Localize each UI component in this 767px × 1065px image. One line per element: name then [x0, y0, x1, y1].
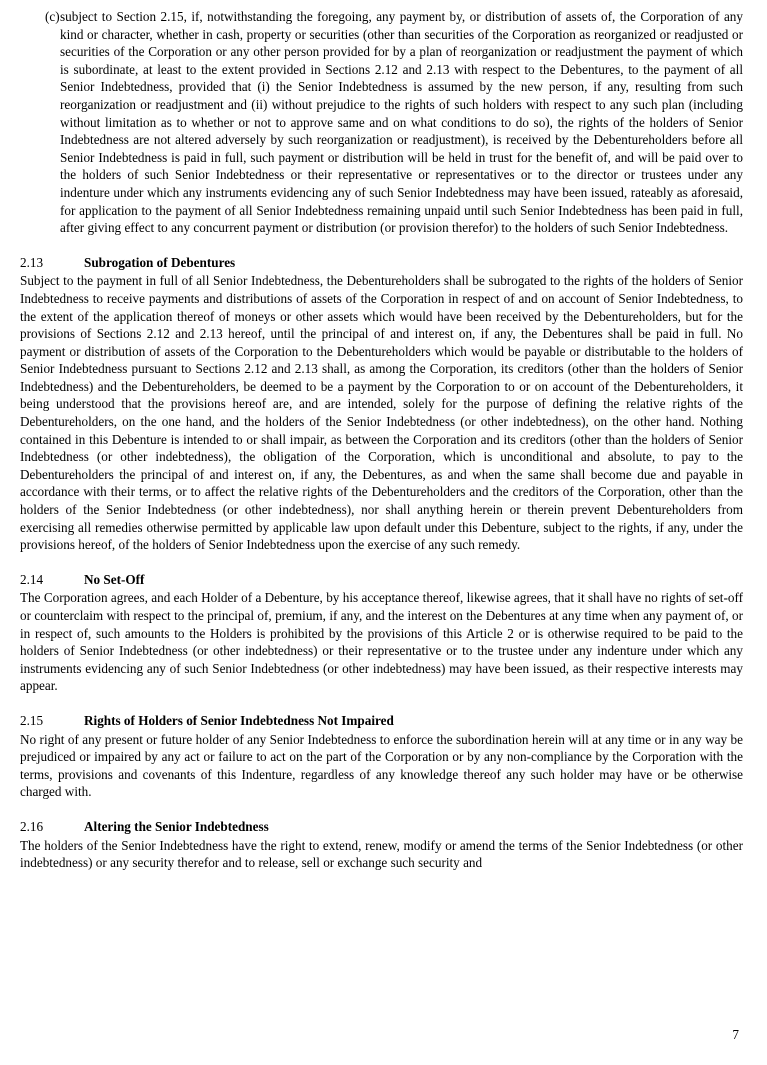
- section-body: The holders of the Senior Indebtedness have the right to extend, renew, modify or amend the terms of the Senior Indebtedness (or other indebtedness) or any security therefor and to release, sell or exchange such security and: [20, 837, 743, 871]
- section-body: No right of any present or future holder of any Senior Indebtedness to enforce the subordination herein will at any time or in any way be prejudiced or impaired by any act or failure to act on the part of the Corporation or by any non-compliance by the Corporation with the terms, provisions and covenants of this Indenture, regardless of any knowledge thereof any such holder may have or be otherwise charged with.: [20, 731, 743, 800]
- section-number: 2.15: [20, 712, 44, 728]
- clause-text: subject to Section 2.15, if, notwithstanding the foregoing, any payment by, or distribution of assets of, the Corporation of any kind or character, whether in cash, property or securities (other than securities of the Corporation as reorganized or readjusted or securities of the Corporation or any other person provided for by a plan of reorganization or readjustment the payment of which is subordinate, at least to the extent provided in Sections 2.12 and 2.13 with respect to the Debentures, to the payment of all Senior Indebtedness, provided that (i) the Senior Indebtedness is assumed by the new person, if any, resulting from such reorganization or readjustment and (ii) without prejudice to the rights of such holders with respect to any such plan (including without limitation as to whether or not to approve same and on what conditions to do so), the rights of the holders of Senior Indebtedness are not altered adversely by such reorganization or readjustment), is received by the Debentureholders before all Senior Indebtedness is paid in full, such payment or distribution will be held in trust for the benefit of, and will be paid over to the holders of such Senior Indebtedness or their representative or representatives or to the director or trustees under any indenture under which any instruments evidencing any of such Senior Indebtedness may have been issued, rateably as aforesaid, for application to the payment of all Senior Indebtedness remaining unpaid until such Senior Indebtedness has been paid in full, after giving effect to any concurrent payment or distribution (or provision therefor) to the holders of such Senior Indebtedness.: [60, 9, 743, 236]
- section-heading: [20, 254, 743, 272]
- section-2-16: [20, 818, 743, 872]
- section-2-13: [20, 254, 743, 554]
- page-number: 7: [732, 1027, 739, 1042]
- section-2-14: [20, 571, 743, 695]
- section-heading: [20, 571, 743, 589]
- clause-marker: (c): [45, 9, 60, 24]
- section-heading: [20, 712, 743, 730]
- section-body: The Corporation agrees, and each Holder of a Debenture, by his acceptance thereof, likewise agrees, that it shall have no rights of set-off or counterclaim with respect to the principal of, premium, if any, and the interest on the Debentures at any time when any payment of, or in respect of, such amounts to the Holders is prohibited by the provisions of this Article 2 or is otherwise required to be paid to the holders of Senior Indebtedness (or other indebtedness) or their representative or to the trustee under any indenture under which any instruments evidencing any of such Senior Indebtedness (or other indebtedness) may have been issued, as their respective interests may appear.: [20, 590, 743, 694]
- section-heading: [20, 818, 743, 836]
- section-number: 2.13: [20, 254, 44, 270]
- section-title: No Set-Off: [84, 571, 145, 587]
- clause-c: [20, 8, 743, 237]
- section-title: Rights of Holders of Senior Indebtedness Not Impaired: [84, 712, 394, 728]
- section-body: Subject to the payment in full of all Senior Indebtedness, the Debentureholders shall be subrogated to the rights of the holders of Senior Indebtedness to receive payments and distributions of assets of the Corporation in respect of and on account of Senior Indebtedness, to the extent of the application thereof of moneys or other assets which would have been received by the Debentureholders, but for the provisions of Sections 2.12 and 2.13 hereof, until the principal of and interest on, if any, the Debentures shall be paid in full. No payment or distribution of assets of the Corporation to the Debentureholders which would be payable or distributable to the holders of Senior Indebtedness pursuant to Sections 2.12 and 2.13 shall, as among the Corporation, its creditors (other than the holders of Senior Indebtedness) and the Debentureholders, be deemed to be a payment by the Corporation to or on account of the Debentureholders, it being understood that the provisions hereof are, and are intended, solely for the purpose of defining the relative rights of the Debentureholders, on the one hand, and the holders of the Senior Indebtedness (or other indebtedness), on the other hand. Nothing contained in this Debenture is intended to or shall impair, as between the Corporation and its creditors (other than the holders of Senior Indebtedness (or other indebtedness), the obligation of the Corporation, which is unconditional and absolute, to pay to the Debentureholders the principal of and interest on, if any, the Debentures, as and when the same shall become due and payable in accordance with their terms, or to affect the relative rights of the Debentureholders and the creditors of the Corporation, other than the holders of the Senior Indebtedness (or other indebtedness), nor shall anything herein or therein prevent Debentureholders from exercising all remedies otherwise permitted by applicable law upon default under this Debenture, subject to the rights, if any, under the provisions hereof, of the holders of Senior Indebtedness upon the exercise of any such remedy.: [20, 273, 743, 553]
- section-title: Subrogation of Debentures: [84, 254, 236, 270]
- section-number: 2.14: [20, 571, 44, 587]
- section-number: 2.16: [20, 818, 44, 834]
- section-title: Altering the Senior Indebtedness: [84, 818, 269, 834]
- section-2-15: [20, 712, 743, 801]
